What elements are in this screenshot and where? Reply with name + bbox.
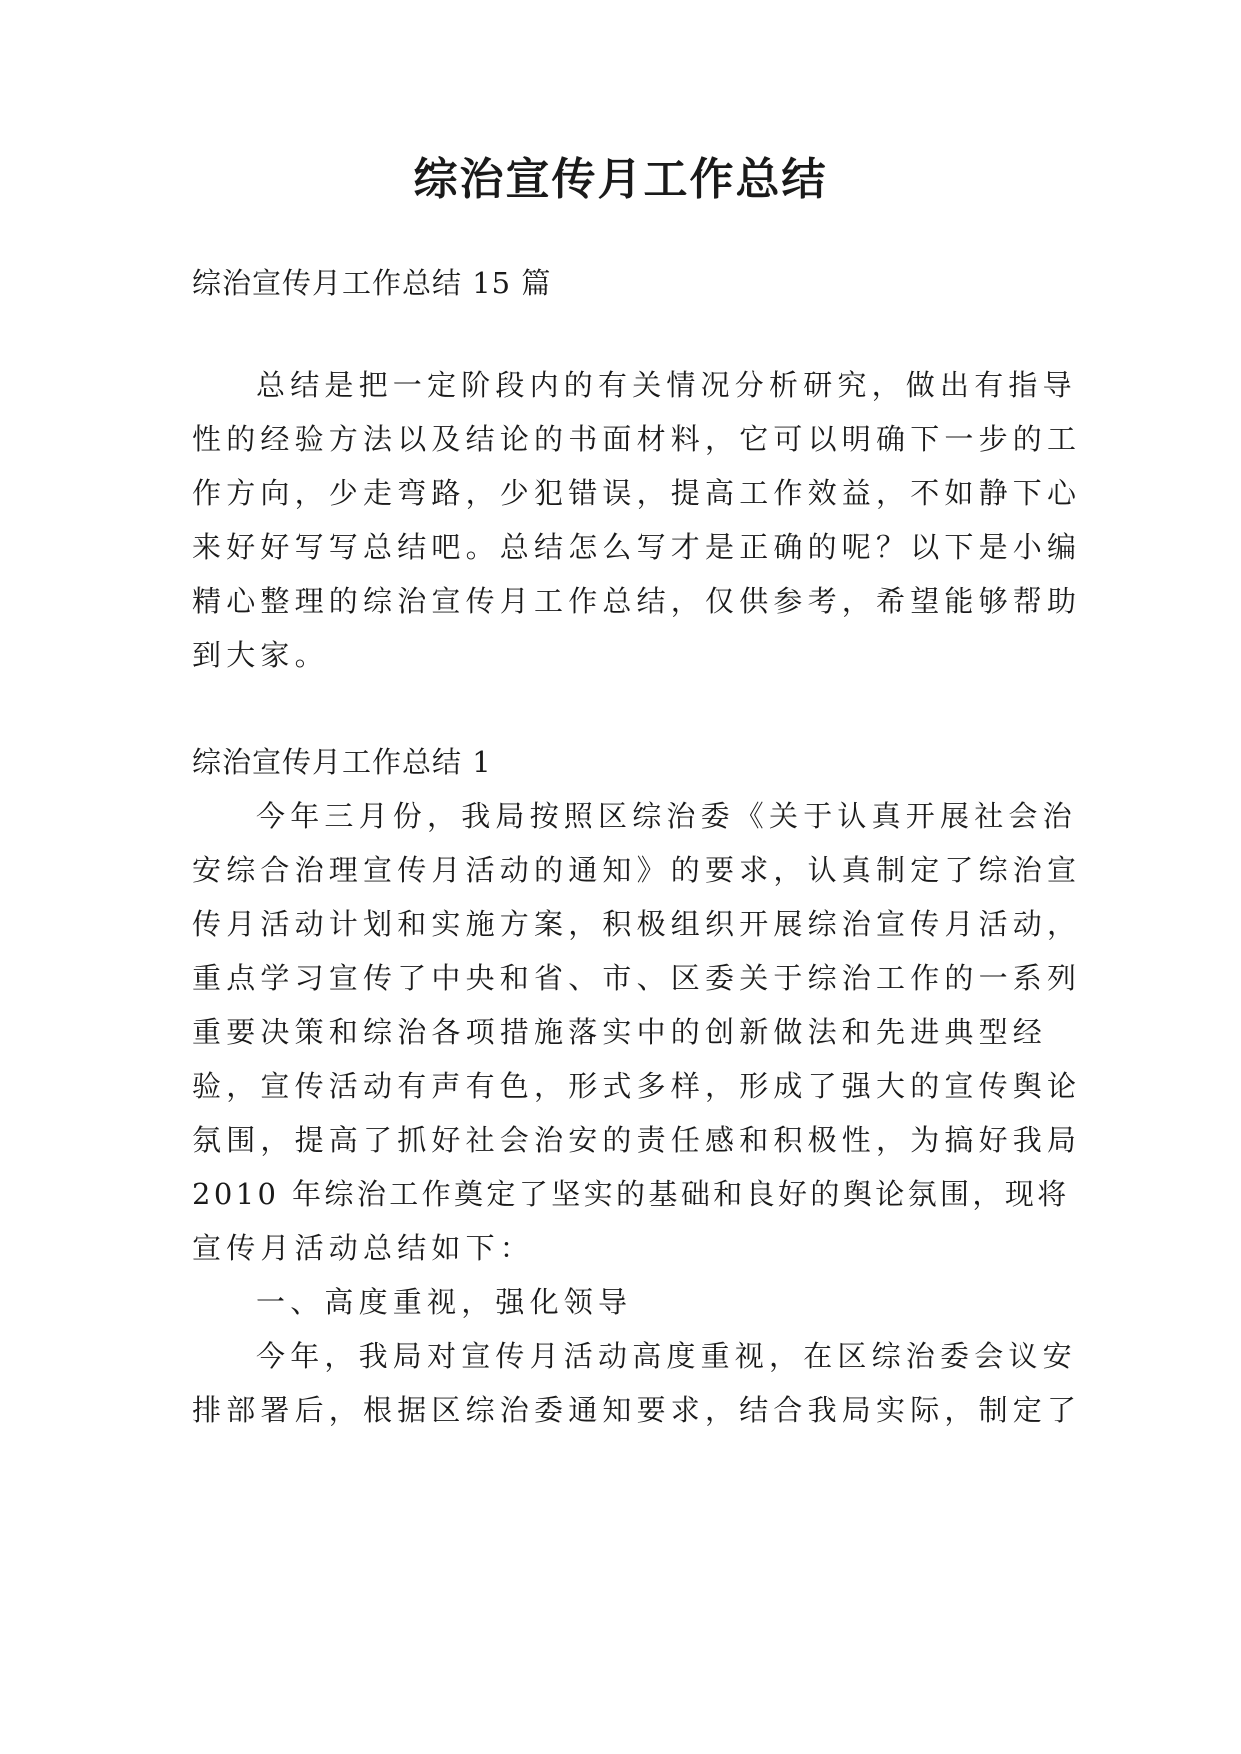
intro-line: 到大家。 <box>192 638 329 672</box>
document-title: 综治宣传月工作总结 <box>413 154 828 205</box>
intro-line: 性的经验方法以及结论的书面材料，它可以明确下一步的工 <box>192 422 1082 456</box>
intro-line: 作方向，少走弯路，少犯错误，提高工作效益，不如静下心 <box>192 476 1082 510</box>
section-line: 2010 年综治工作奠定了坚实的基础和良好的舆论氛围，现将 <box>192 1177 1070 1211</box>
section-line: 宣传月活动总结如下： <box>192 1231 535 1265</box>
section-line: 重要决策和综治各项措施落实中的创新做法和先进典型经 <box>192 1015 1048 1049</box>
section-line: 传月活动计划和实施方案，积极组织开展综治宣传月活动， <box>192 907 1082 941</box>
intro-line: 总结是把一定阶段内的有关情况分析研究，做出有指导 <box>256 368 1077 402</box>
section-line: 验，宣传活动有声有色，形式多样，形成了强大的宣传舆论 <box>192 1069 1082 1103</box>
section-line: 安综合治理宣传月活动的通知》的要求，认真制定了综治宣 <box>192 853 1082 887</box>
section-line: 排部署后，根据区综治委通知要求，结合我局实际，制定了 <box>192 1393 1082 1427</box>
section-line: 氛围，提高了抓好社会治安的责任感和积极性，为搞好我局 <box>192 1123 1082 1157</box>
section-heading: 综治宣传月工作总结 1 <box>192 745 492 779</box>
intro-line: 精心整理的综治宣传月工作总结，仅供参考，希望能够帮助 <box>192 584 1082 618</box>
section-subheading: 一、高度重视，强化领导 <box>256 1285 633 1319</box>
section-line: 今年，我局对宣传月活动高度重视，在区综治委会议安 <box>256 1339 1077 1373</box>
section-line: 今年三月份，我局按照区综治委《关于认真开展社会治 <box>256 799 1077 833</box>
document-subtitle: 综治宣传月工作总结 15 篇 <box>192 266 552 300</box>
section-line: 重点学习宣传了中央和省、市、区委关于综治工作的一系列 <box>192 961 1082 995</box>
intro-line: 来好好写写总结吧。总结怎么写才是正确的呢？以下是小编 <box>192 530 1082 564</box>
